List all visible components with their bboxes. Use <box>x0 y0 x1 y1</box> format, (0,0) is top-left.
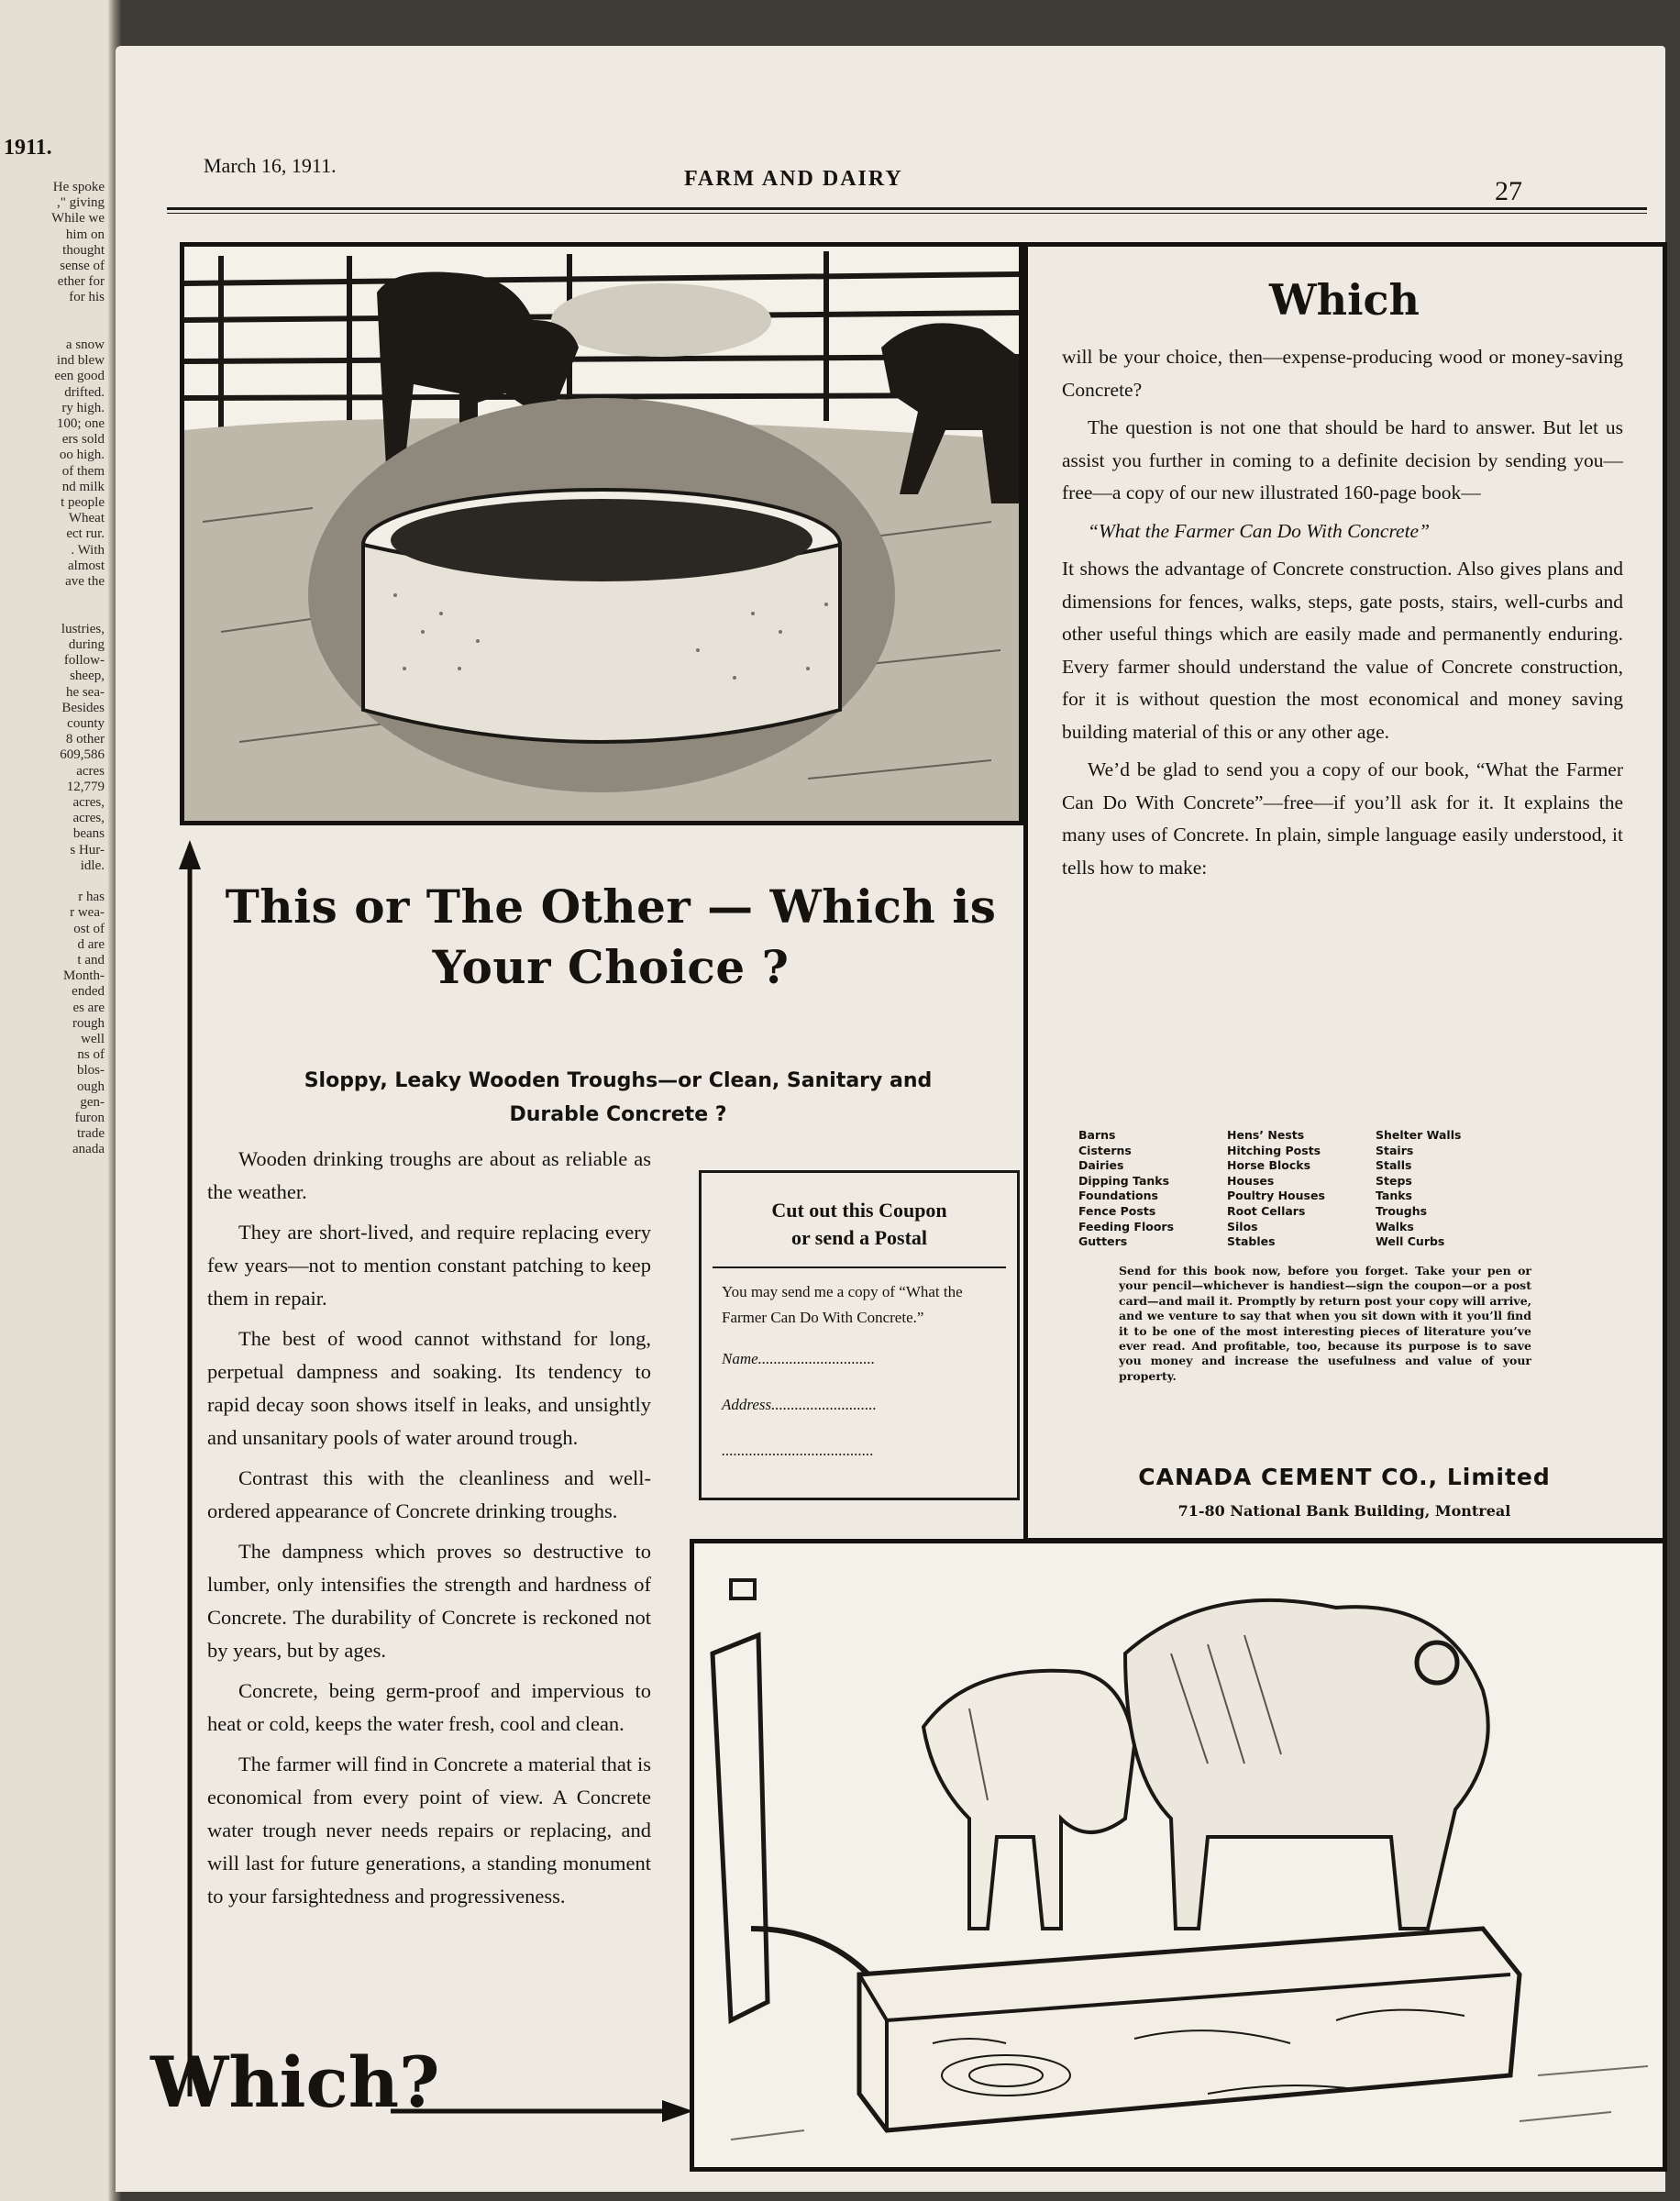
coupon-name-field[interactable]: Name.............................. <box>722 1350 876 1367</box>
uses-column-2 <box>1227 1128 1325 1250</box>
coupon-title-line2: or send a Postal <box>790 1226 928 1249</box>
use-item: Shelter Walls <box>1376 1128 1462 1142</box>
body-paragraph: The best of wood cannot withstand for long, perpetual dampness and soaking. Its tendency to rapid decay soon shows itself in leaks, and unsightly and unsanitary pools of water around trough. <box>207 1327 651 1449</box>
which-question: Which? <box>150 2041 440 2123</box>
headline-line2: Your Choice ? <box>432 940 790 994</box>
use-item: Walks <box>1376 1219 1414 1233</box>
coupon-address-field[interactable]: Address........................... <box>722 1396 877 1413</box>
header-date: March 16, 1911. <box>204 154 337 177</box>
use-item: Root Cellars <box>1227 1203 1306 1218</box>
uses-column-1 <box>1078 1128 1174 1250</box>
use-item: Houses <box>1227 1173 1275 1188</box>
header-rule <box>167 207 1647 210</box>
binding-edge <box>0 0 112 2201</box>
coupon-title-line1: Cut out this Coupon <box>771 1199 947 1222</box>
use-item: Foundations <box>1078 1189 1158 1203</box>
use-item: Hitching Posts <box>1227 1143 1321 1157</box>
subhead-line1: Sloppy, Leaky Wooden Troughs—or Clean, Sanitary and <box>304 1069 933 1092</box>
subhead-line2: Durable Concrete ? <box>509 1103 727 1126</box>
header-page-number: 27 <box>1495 176 1522 206</box>
headline-line1: This or The Other — Which is <box>225 879 997 934</box>
up-arrow <box>176 840 204 2096</box>
body-paragraph: Concrete, being germ-proof and impervious to heat or cold, keeps the water fresh, cool and clean. <box>207 1679 651 1735</box>
use-item: Stables <box>1227 1234 1276 1249</box>
right-arrow <box>391 2096 693 2124</box>
header-title: FARM AND DAIRY <box>684 167 903 191</box>
right-paragraph: The question is not one that should be hard to answer. But let us assist you further in coming to a definite decision by sending you—free—a copy of our new illustrated 160-page book— <box>1062 416 1623 503</box>
use-item: Poultry Houses <box>1227 1189 1325 1203</box>
use-item: Stalls <box>1376 1158 1412 1173</box>
book-title: “What the Farmer Can Do With Concrete” <box>1088 519 1431 542</box>
use-item: Well Curbs <box>1376 1234 1445 1249</box>
use-item: Dairies <box>1078 1158 1124 1173</box>
which-title: Which <box>1268 275 1420 325</box>
binding-year: 1911. <box>4 136 52 160</box>
use-item: Dipping Tanks <box>1078 1173 1170 1188</box>
concrete-trough-illustration <box>184 247 1019 821</box>
body-paragraph: The dampness which proves so destructive to lumber, only intensifies the strength and hardness of Concrete. The durability of Concrete is reckoned not by years, but by ages. <box>207 1540 651 1662</box>
coupon-text: You may send me a copy of “What the Farmer Can Do With Concrete.” <box>722 1283 963 1326</box>
right-paragraph: will be your choice, then—expense-producing wood or money-saving Concrete? <box>1062 346 1623 401</box>
send-for-book-text: Send for this book now, before you forget. Take your pen or your pencil—whichever is handiest—sign the coupon—or a post card—and mail it. Promptly by return post your copy will arrive, and we venture to say that when you sit down with it you’ll find it to be one of the most interesting pieces of literature you’ve ever read. And profitable, too, because its purpose is to save you money and increase the usefulness and value of your property. <box>1119 1264 1531 1383</box>
uses-column-3 <box>1376 1128 1461 1250</box>
use-item: Steps <box>1376 1173 1412 1188</box>
header-rule-thin <box>167 213 1647 214</box>
body-paragraph: The farmer will find in Concrete a material that is economical from every point of view. A Concrete water trough never needs repairs or replacing, and will last for future generations, a standing monument to your farsightedness and progressiveness. <box>207 1753 651 1908</box>
body-paragraph: They are short-lived, and require replacing every few years—not to mention constant patching to keep them in repair. <box>207 1221 651 1310</box>
coupon-blank-line[interactable]: ....................................... <box>722 1442 874 1459</box>
use-item: Feeding Floors <box>1078 1219 1175 1233</box>
use-item: Gutters <box>1078 1234 1128 1249</box>
use-item: Troughs <box>1376 1203 1428 1218</box>
use-item: Horse Blocks <box>1227 1158 1311 1173</box>
use-item: Stairs <box>1376 1143 1414 1157</box>
use-item: Tanks <box>1376 1189 1413 1203</box>
right-paragraph: We’d be glad to send you a copy of our book, “What the Farmer Can Do With Concrete”—free—if you’ll ask for it. It explains the many uses of Concrete. In plain, simple language easily understood, it tells how to make: <box>1062 758 1623 879</box>
use-item: Barns <box>1078 1128 1116 1142</box>
company-name: CANADA CEMENT CO., Limited <box>1138 1464 1551 1490</box>
binding-column-text: He spoke ," giving While we him on thought sense of ether for for his a snow ind blew een good drifted. ry high. 100; one ers sold oo high. of them nd milk t people Wheat ect rur. . With almost ave the lustries, during follow- sheep, he sea- Besides county 8 other 609,586 acres 12,779 acres, acres, beans s Hur- idle. r has r wea- ost of d are t and Month- ended es are rough well ns of blos- ough gen- furon trade anada <box>51 180 105 1157</box>
body-paragraph: Contrast this with the cleanliness and well-ordered appearance of Concrete drinking troughs. <box>207 1466 651 1522</box>
use-item: Fence Posts <box>1078 1203 1156 1218</box>
coupon[interactable] <box>699 1170 1020 1500</box>
ad-body-copy <box>207 1143 651 1920</box>
body-paragraph: Wooden drinking troughs are about as reliable as the weather. <box>207 1147 651 1203</box>
use-item: Hens’ Nests <box>1227 1128 1305 1142</box>
use-item: Silos <box>1227 1219 1258 1233</box>
right-paragraph: It shows the advantage of Concrete construction. Also gives plans and dimensions for fences, walks, steps, gate posts, stairs, well-curbs and other useful things which are easily made and permanently enduring. Every farmer should understand the value of Concrete construction, for it is without question the most economical and money saving building material of this or any other age. <box>1062 558 1623 743</box>
wooden-trough-illustration <box>694 1543 1663 2167</box>
right-body-copy <box>1062 341 1623 890</box>
company-address: 71-80 National Bank Building, Montreal <box>1177 1502 1511 1520</box>
use-item: Cisterns <box>1078 1143 1132 1157</box>
page <box>116 46 1665 2192</box>
